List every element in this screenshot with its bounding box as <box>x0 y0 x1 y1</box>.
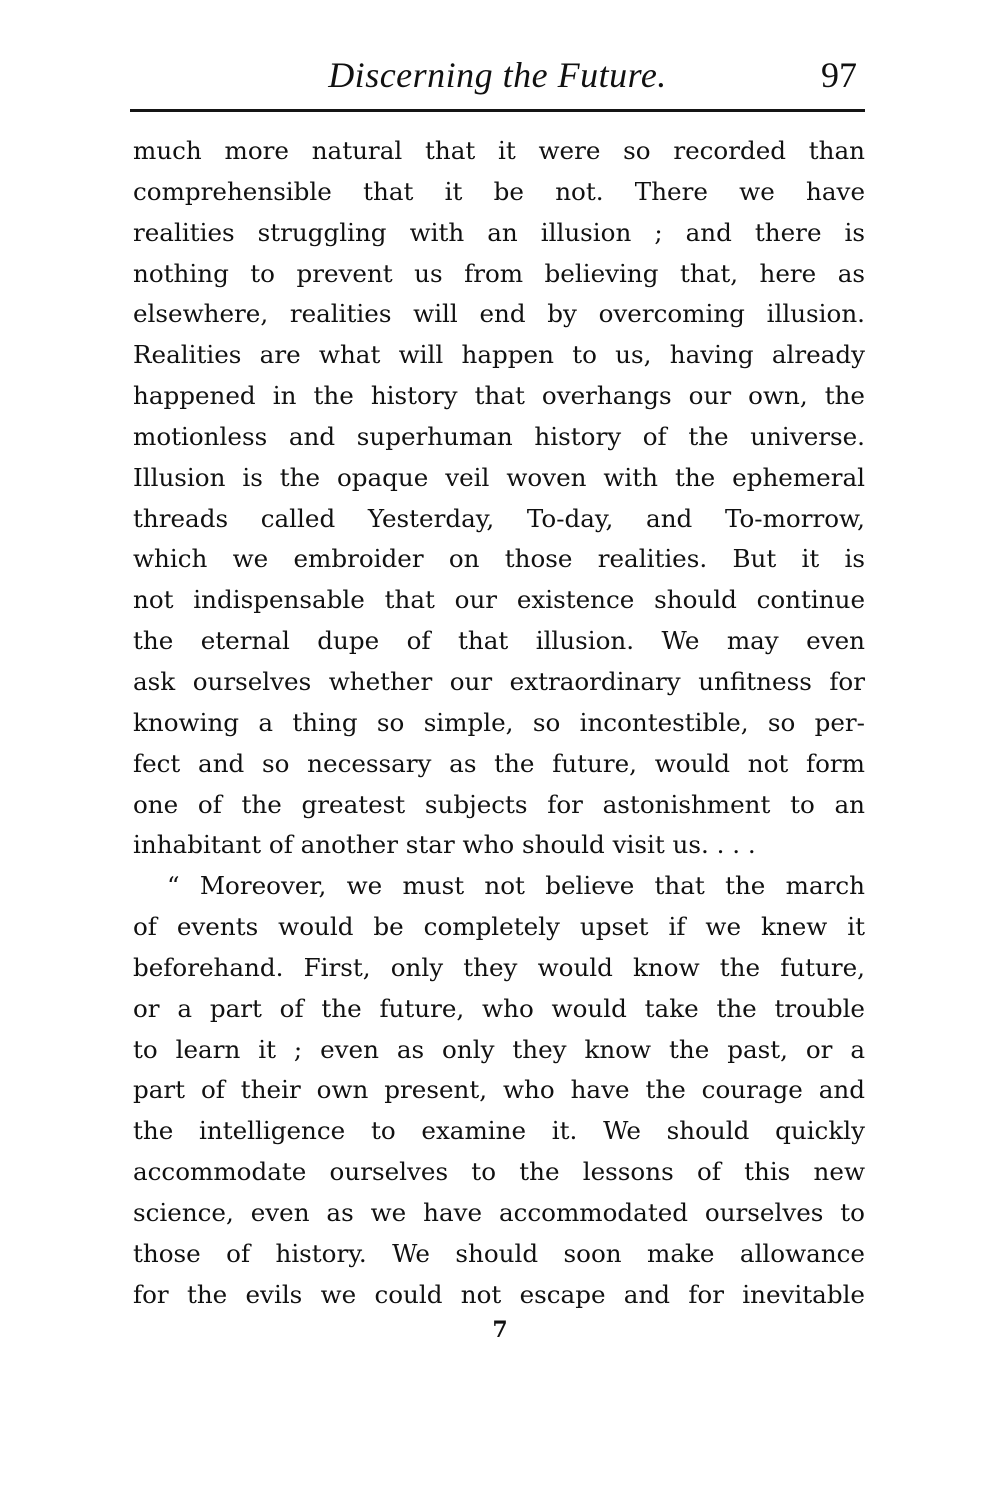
text-line: knowing a thing so simple, so incontestible, so per- <box>133 707 865 737</box>
text-line: “ Moreover, we must not believe that the march <box>167 871 865 901</box>
text-line: ask ourselves whether our extraordinary unfitness for <box>133 666 865 696</box>
text-line: Illusion is the opaque veil woven with the ephemeral <box>133 462 865 492</box>
text-line: the intelligence to examine it. We should quickly <box>133 1116 865 1146</box>
text-line: accommodate ourselves to the lessons of this new <box>133 1157 865 1187</box>
text-line: the eternal dupe of that illusion. We may even <box>133 626 865 656</box>
text-line: elsewhere, realities will end by overcoming illusion. <box>133 299 865 329</box>
text-line: which we embroider on those realities. But it is <box>133 544 865 574</box>
text-line: not indispensable that our existence should continue <box>133 585 865 615</box>
body-text <box>133 131 865 1315</box>
text-line: happened in the history that overhangs our own, the <box>133 381 865 411</box>
page-number: 97 <box>821 55 857 95</box>
text-line: comprehensible that it be not. There we have <box>133 176 865 206</box>
text-line: science, even as we have accommodated ourselves to <box>133 1197 865 1227</box>
text-line: one of the greatest subjects for astonishment to an <box>133 789 865 819</box>
text-line: motionless and superhuman history of the universe. <box>133 421 865 451</box>
text-line: part of their own present, who have the courage and <box>133 1075 865 1105</box>
header-rule <box>130 109 865 112</box>
signature-mark: 7 <box>492 1317 508 1343</box>
text-line: or a part of the future, who would take the trouble <box>133 993 865 1023</box>
text-line: beforehand. First, only they would know the future, <box>133 952 865 982</box>
text-line: Realities are what will happen to us, having already <box>133 340 865 370</box>
text-line: nothing to prevent us from believing that, here as <box>133 258 865 288</box>
text-line: to learn it ; even as only they know the past, or a <box>133 1034 865 1064</box>
running-title: Discerning the Future. <box>328 55 667 95</box>
text-line: of events would be completely upset if we knew it <box>133 912 865 942</box>
text-line: much more natural that it were so recorded than <box>133 136 865 165</box>
text-line: those of history. We should soon make allowance <box>133 1238 865 1268</box>
text-line: for the evils we could not escape and for inevitable <box>133 1279 865 1309</box>
text-line: realities struggling with an illusion ; and there is <box>133 217 865 247</box>
text-line: fect and so necessary as the future, would not form <box>133 748 865 778</box>
text-line: inhabitant of another star who should visit us. . . . <box>133 830 756 860</box>
text-line: threads called Yesterday, To-day, and To-morrow, <box>133 503 865 533</box>
running-head <box>130 48 865 100</box>
